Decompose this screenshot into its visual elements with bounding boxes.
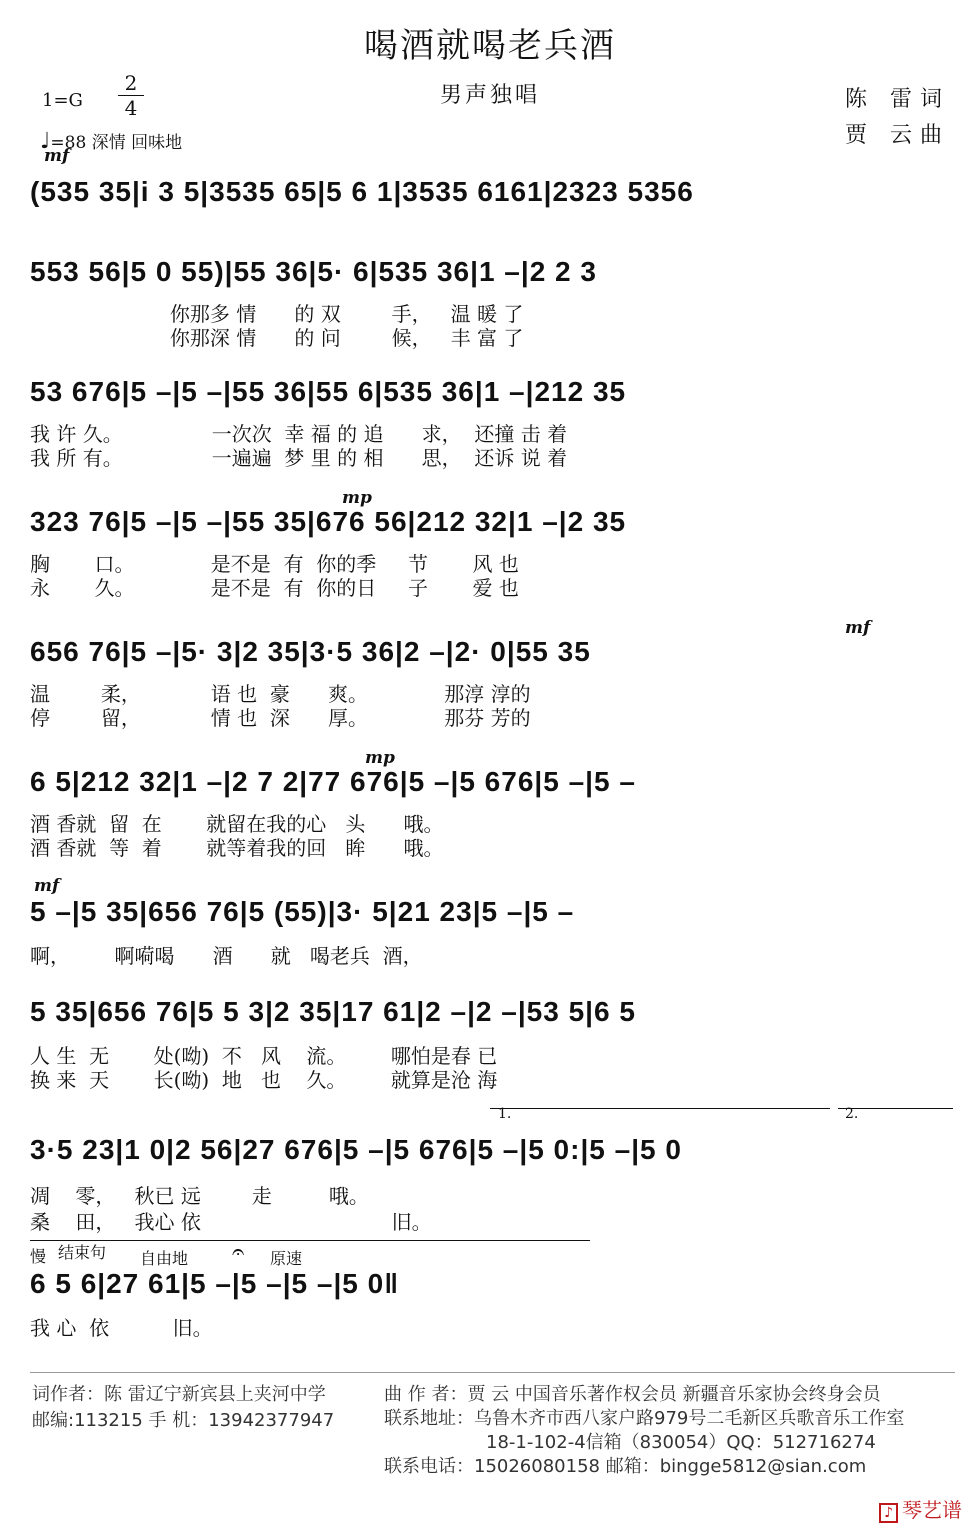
notation-line: (535 35|i 3 5|3535 65|5 6 1|3535 6161|2323 5356 xyxy=(30,176,694,207)
composer-info: 曲 作 者：贾 云 中国音乐著作权会员 新疆音乐家协会终身会员 xyxy=(384,1384,881,1405)
volta-1-bracket xyxy=(490,1108,830,1109)
notation-line: 323 76|5 –|5 –|55 35|676 56|212 32|1 –|2 35 xyxy=(30,506,627,537)
lyric-verse-2: 酒 香就 等 着 就等着我的回 眸 哦。 xyxy=(30,836,444,860)
lyric-verse-2: 换 来 天 长(呦) 地 也 久。 就算是沧 海 xyxy=(30,1068,498,1092)
lyric-verse-1: 人 生 无 处(呦) 不 风 流。 哪怕是春 已 xyxy=(30,1044,498,1068)
time-bottom: 4 xyxy=(124,96,138,120)
music-system-3 xyxy=(30,370,955,420)
composer-address: 联系地址：乌鲁木齐市西八家户路979号二毛新区兵歌音乐工作室 xyxy=(384,1408,905,1429)
volta-2: 2. xyxy=(845,1106,859,1122)
music-system-9 xyxy=(30,1128,955,1178)
time-top: 2 xyxy=(124,71,138,95)
music-system-2 xyxy=(30,250,955,300)
composer-phone: 联系电话：15026080158 邮箱：bingge5812@sian.com xyxy=(384,1456,867,1477)
lyric-verse-1: 我 心 依 旧。 xyxy=(30,1316,213,1340)
lyric-verse-2: 我 所 有。 一遍遍 梦 里 的 相 思， 还诉 说 着 xyxy=(30,446,568,470)
tempo-slow: 慢 xyxy=(30,1247,47,1266)
ending-label: 结束句 xyxy=(58,1243,107,1262)
lyric-verse-2: 桑 田， 我心 依 旧。 xyxy=(30,1210,432,1234)
volta-1: 1. xyxy=(498,1106,512,1122)
notation-line: 656 76|5 –|5· 3|2 35|3·5 36|2 –|2· 0|55 35 xyxy=(30,636,591,667)
logo-mark-icon: ♪ xyxy=(879,1503,898,1523)
music-system-10 xyxy=(30,1262,955,1312)
lyric-verse-2: 停 留， 情 也 深 厚。 那芬 芳的 xyxy=(30,706,531,730)
key-signature: 1=G xyxy=(42,90,83,111)
original-tempo: 原速 xyxy=(270,1249,303,1268)
tempo-marking: ♩=88 深情 回味地 xyxy=(40,129,183,154)
music-system-8 xyxy=(30,990,955,1040)
lyric-verse-2: 永 久。 是不是 有 你的日 子 爱 也 xyxy=(30,576,519,600)
dynamic-mp: mp xyxy=(365,748,395,768)
notation-line: 6 5|212 32|1 –|2 7 2|77 676|5 –|5 676|5 –|5 – xyxy=(30,766,636,797)
dynamic-mf: mf xyxy=(44,146,70,166)
music-system-7 xyxy=(30,890,955,940)
volta-2-bracket xyxy=(838,1108,953,1109)
notation-line: 5 35|656 76|5 5 3|2 35|17 61|2 –|2 –|53 5|6 5 xyxy=(30,996,636,1027)
song-subtitle: 男声独唱 xyxy=(439,83,540,108)
lyric-verse-1: 我 许 久。 一次次 幸 福 的 追 求， 还撞 击 着 xyxy=(30,422,568,446)
lyric-verse-1: 啊， 啊嗬喝 酒 就 喝老兵 酒， xyxy=(30,944,423,968)
notation-line: 53 676|5 –|5 –|55 36|55 6|535 36|1 –|212 35 xyxy=(30,376,627,407)
lyricist-contact: 邮编:113215 手 机：13942377947 xyxy=(32,1410,335,1431)
lyric-verse-2: 你那深 情 的 问 候， 丰 富 了 xyxy=(30,326,524,350)
notation-line: 6 5 6|27 61|5 –|5 –|5 –|5 0‖ xyxy=(30,1268,400,1299)
fermata-icon: 𝄐 xyxy=(232,1240,245,1265)
composer-credit: 贾 云曲 xyxy=(845,123,950,148)
site-logo[interactable]: ♪ 琴艺谱 xyxy=(879,1494,962,1523)
song-title: 喝酒就喝老兵酒 xyxy=(364,26,616,66)
lyric-verse-1: 你那多 情 的 双 手， 温 暖 了 xyxy=(30,302,524,326)
lyric-verse-1: 酒 香就 留 在 就留在我的心 头 哦。 xyxy=(30,812,444,836)
music-system-5 xyxy=(30,630,955,680)
notation-line: 3·5 23|1 0|2 56|27 676|5 –|5 676|5 –|5 0:|5 –|5 0 xyxy=(30,1134,682,1165)
time-signature xyxy=(118,72,144,119)
lyric-verse-1: 凋 零， 秋已 远 走 哦。 xyxy=(30,1184,369,1208)
notation-line: 553 56|5 0 55)|55 36|5· 6|535 36|1 –|2 2 3 xyxy=(30,256,597,287)
quarter-note-icon: ♩ xyxy=(40,129,51,154)
music-system-1 xyxy=(30,170,955,220)
ending-bracket xyxy=(30,1240,590,1241)
dynamic-mp: mp xyxy=(342,488,372,508)
music-system-6 xyxy=(30,760,955,810)
lyric-verse-1: 温 柔， 语 也 豪 爽。 那淳 淳的 xyxy=(30,682,531,706)
lyricist-info: 词作者：陈 雷辽宁新宾县上夹河中学 xyxy=(32,1384,326,1405)
lyric-verse-1: 胸 口。 是不是 有 你的季 节 风 也 xyxy=(30,552,519,576)
music-system-4 xyxy=(30,500,955,550)
notation-line: 5 –|5 35|656 76|5 (55)|3· 5|21 23|5 –|5 – xyxy=(30,896,575,927)
free-tempo: 自由地 xyxy=(140,1249,189,1268)
composer-address-2: 18-1-102-4信箱（830054）QQ：512716274 xyxy=(486,1432,876,1453)
footer-divider xyxy=(30,1372,955,1373)
dynamic-mf: mf xyxy=(34,876,60,896)
lyricist-credit: 陈 雷词 xyxy=(845,87,950,112)
dynamic-mf: mf xyxy=(845,618,871,638)
